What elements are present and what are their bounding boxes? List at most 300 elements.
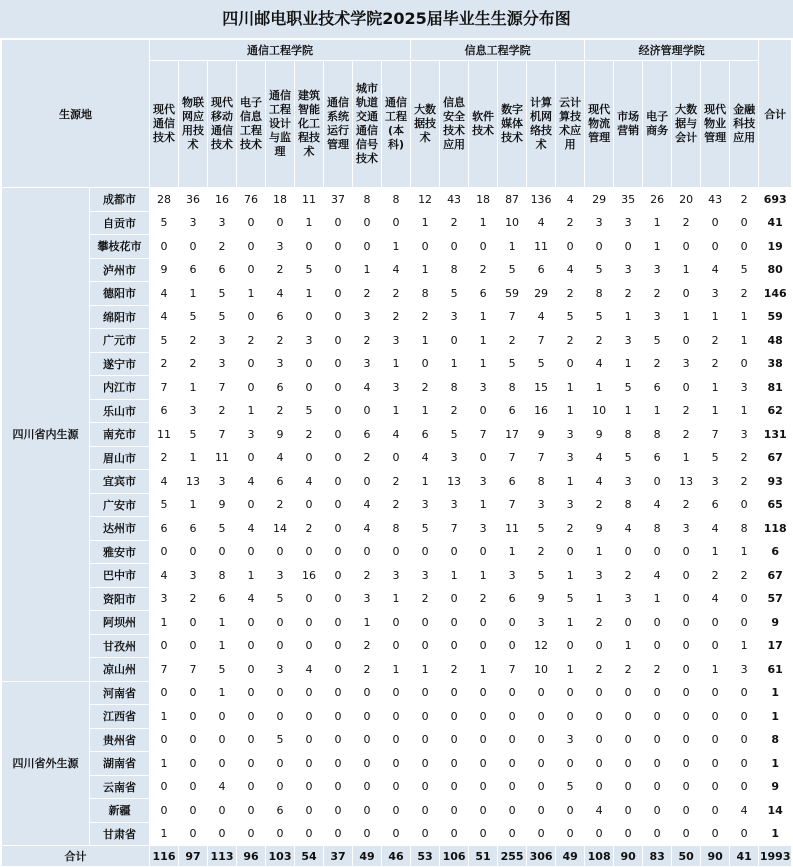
city-label: 眉山市 (90, 446, 150, 470)
count-cell: 0 (498, 752, 527, 776)
count-cell: 3 (382, 329, 411, 353)
major-header (382, 61, 411, 188)
count-cell: 0 (440, 540, 469, 564)
count-cell: 11 (208, 446, 237, 470)
count-cell: 1 (643, 235, 672, 259)
city-label: 阿坝州 (90, 611, 150, 635)
count-cell: 0 (440, 705, 469, 729)
column-total-cell: 37 (324, 846, 353, 867)
count-cell: 1 (469, 564, 498, 588)
count-cell: 0 (440, 728, 469, 752)
region-label: 四川省外生源 (2, 681, 90, 846)
count-cell: 4 (353, 493, 382, 517)
count-cell: 3 (179, 564, 208, 588)
count-cell: 5 (266, 587, 295, 611)
count-cell: 0 (614, 775, 643, 799)
major-label: 云计算技术应用 (559, 96, 582, 151)
count-cell: 3 (730, 658, 759, 682)
count-cell: 1 (179, 376, 208, 400)
count-cell: 0 (614, 611, 643, 635)
count-cell: 3 (585, 211, 614, 235)
count-cell: 0 (295, 752, 324, 776)
count-cell: 3 (440, 493, 469, 517)
count-cell: 0 (527, 775, 556, 799)
count-cell: 3 (730, 376, 759, 400)
count-cell: 1 (701, 658, 730, 682)
count-cell: 0 (353, 822, 382, 846)
count-cell: 0 (498, 822, 527, 846)
table-row (2, 728, 792, 752)
count-cell: 5 (527, 564, 556, 588)
column-total-cell: 51 (469, 846, 498, 867)
row-total-cell: 131 (759, 423, 792, 447)
count-cell: 0 (440, 822, 469, 846)
count-cell: 0 (672, 235, 701, 259)
major-header (498, 61, 527, 188)
count-cell: 1 (237, 399, 266, 423)
count-cell: 3 (237, 423, 266, 447)
count-cell: 9 (585, 517, 614, 541)
count-cell: 4 (701, 587, 730, 611)
column-total-cell: 83 (643, 846, 672, 867)
count-cell: 3 (556, 446, 585, 470)
count-cell: 1 (208, 611, 237, 635)
count-cell: 6 (527, 258, 556, 282)
count-cell: 2 (614, 282, 643, 306)
count-cell: 0 (411, 705, 440, 729)
count-cell: 3 (614, 211, 643, 235)
count-cell: 0 (324, 329, 353, 353)
row-total-cell: 8 (759, 728, 792, 752)
count-cell: 0 (701, 235, 730, 259)
count-cell: 0 (324, 470, 353, 494)
count-cell: 0 (266, 540, 295, 564)
count-cell: 0 (614, 799, 643, 823)
count-cell: 0 (614, 728, 643, 752)
count-cell: 0 (411, 822, 440, 846)
city-label: 新疆 (90, 799, 150, 823)
count-cell: 0 (556, 540, 585, 564)
count-cell: 0 (382, 540, 411, 564)
count-cell: 11 (498, 517, 527, 541)
count-cell: 0 (324, 587, 353, 611)
count-cell: 0 (672, 705, 701, 729)
column-total-cell: 90 (614, 846, 643, 867)
count-cell: 1 (179, 282, 208, 306)
count-cell: 5 (208, 517, 237, 541)
city-label: 自贡市 (90, 211, 150, 235)
city-label: 遂宁市 (90, 352, 150, 376)
table-row (2, 305, 792, 329)
count-cell: 0 (324, 658, 353, 682)
college-header: 信息工程学院 (411, 40, 585, 61)
count-cell: 43 (701, 188, 730, 212)
count-cell: 0 (179, 611, 208, 635)
row-total-cell: 118 (759, 517, 792, 541)
count-cell: 0 (411, 611, 440, 635)
region-label: 四川省内生源 (2, 188, 90, 682)
count-cell: 0 (382, 752, 411, 776)
count-cell: 36 (179, 188, 208, 212)
city-label: 达州市 (90, 517, 150, 541)
count-cell: 16 (295, 564, 324, 588)
count-cell: 3 (701, 470, 730, 494)
count-cell: 8 (614, 423, 643, 447)
count-cell: 1 (701, 399, 730, 423)
count-cell: 6 (498, 587, 527, 611)
count-cell: 4 (556, 188, 585, 212)
count-cell: 0 (382, 822, 411, 846)
count-cell: 0 (237, 611, 266, 635)
count-cell: 0 (556, 799, 585, 823)
count-cell: 0 (730, 493, 759, 517)
count-cell: 2 (266, 258, 295, 282)
count-cell: 2 (411, 305, 440, 329)
count-cell: 6 (150, 399, 179, 423)
count-cell: 9 (527, 587, 556, 611)
count-cell: 2 (411, 376, 440, 400)
count-cell: 3 (208, 352, 237, 376)
count-cell: 6 (266, 376, 295, 400)
count-cell: 76 (237, 188, 266, 212)
count-cell: 2 (440, 399, 469, 423)
row-total-cell: 9 (759, 775, 792, 799)
count-cell: 0 (672, 728, 701, 752)
count-cell: 2 (353, 634, 382, 658)
count-cell: 7 (208, 376, 237, 400)
count-cell: 0 (324, 235, 353, 259)
count-cell: 0 (237, 822, 266, 846)
count-cell: 0 (556, 752, 585, 776)
count-cell: 0 (730, 728, 759, 752)
table-row (2, 470, 792, 494)
count-cell: 0 (179, 728, 208, 752)
count-cell: 0 (179, 540, 208, 564)
count-cell: 0 (324, 564, 353, 588)
count-cell: 7 (150, 658, 179, 682)
count-cell: 3 (382, 376, 411, 400)
major-label: 现代移动通信技术 (211, 96, 233, 151)
count-cell: 0 (179, 235, 208, 259)
count-cell: 1 (701, 305, 730, 329)
count-cell: 0 (324, 352, 353, 376)
count-cell: 0 (411, 728, 440, 752)
column-total-cell: 113 (208, 846, 237, 867)
count-cell: 8 (730, 517, 759, 541)
count-cell: 1 (556, 376, 585, 400)
count-cell: 1 (150, 611, 179, 635)
count-cell: 0 (585, 752, 614, 776)
count-cell: 4 (643, 564, 672, 588)
count-cell: 1 (614, 399, 643, 423)
row-total-cell: 59 (759, 305, 792, 329)
count-cell: 3 (672, 352, 701, 376)
count-cell: 0 (643, 705, 672, 729)
count-cell: 4 (701, 258, 730, 282)
column-total-cell: 49 (556, 846, 585, 867)
count-cell: 0 (643, 799, 672, 823)
count-cell: 1 (556, 399, 585, 423)
count-cell: 4 (237, 470, 266, 494)
count-cell: 1 (440, 352, 469, 376)
major-header (585, 61, 614, 188)
count-cell: 0 (295, 446, 324, 470)
count-cell: 0 (295, 352, 324, 376)
count-cell: 8 (411, 282, 440, 306)
count-cell: 0 (585, 705, 614, 729)
count-cell: 2 (556, 517, 585, 541)
count-cell: 0 (469, 446, 498, 470)
count-cell: 0 (672, 329, 701, 353)
count-cell: 6 (179, 517, 208, 541)
count-cell: 2 (730, 446, 759, 470)
table-row (2, 799, 792, 823)
count-cell: 3 (643, 258, 672, 282)
count-cell: 26 (643, 188, 672, 212)
count-cell: 2 (730, 470, 759, 494)
count-cell: 0 (440, 775, 469, 799)
count-cell: 0 (411, 681, 440, 705)
count-cell: 3 (643, 305, 672, 329)
count-cell: 0 (353, 752, 382, 776)
count-cell: 0 (324, 258, 353, 282)
major-label: 通信工程(本科) (385, 96, 408, 151)
major-label: 通信工程设计与监理 (269, 89, 291, 158)
count-cell: 0 (179, 775, 208, 799)
count-cell: 2 (585, 658, 614, 682)
count-cell: 1 (411, 399, 440, 423)
count-cell: 1 (585, 376, 614, 400)
count-cell: 1 (440, 564, 469, 588)
count-cell: 0 (730, 752, 759, 776)
count-cell: 0 (324, 611, 353, 635)
count-cell: 1 (469, 305, 498, 329)
count-cell: 0 (411, 352, 440, 376)
count-cell: 2 (382, 282, 411, 306)
count-cell: 13 (672, 470, 701, 494)
table-row (2, 399, 792, 423)
count-cell: 2 (730, 188, 759, 212)
row-total-cell: 17 (759, 634, 792, 658)
count-cell: 2 (208, 235, 237, 259)
table-row (2, 235, 792, 259)
count-cell: 5 (440, 423, 469, 447)
count-cell: 0 (672, 822, 701, 846)
count-cell: 0 (469, 799, 498, 823)
count-cell: 5 (440, 282, 469, 306)
count-cell: 6 (498, 399, 527, 423)
count-cell: 0 (556, 705, 585, 729)
row-total-cell: 146 (759, 282, 792, 306)
major-header (237, 61, 266, 188)
row-total-cell: 67 (759, 564, 792, 588)
count-cell: 5 (150, 329, 179, 353)
count-cell: 8 (208, 564, 237, 588)
city-label: 德阳市 (90, 282, 150, 306)
major-header (527, 61, 556, 188)
count-cell: 5 (208, 282, 237, 306)
count-cell: 0 (295, 634, 324, 658)
count-cell: 0 (614, 235, 643, 259)
count-cell: 0 (295, 587, 324, 611)
count-cell: 3 (672, 517, 701, 541)
count-cell: 3 (527, 493, 556, 517)
count-cell: 5 (150, 211, 179, 235)
count-cell: 0 (324, 822, 353, 846)
count-cell: 1 (469, 329, 498, 353)
count-cell: 0 (382, 799, 411, 823)
count-cell: 0 (266, 681, 295, 705)
count-cell: 0 (498, 705, 527, 729)
count-cell: 0 (672, 587, 701, 611)
count-cell: 16 (527, 399, 556, 423)
count-cell: 0 (672, 658, 701, 682)
count-cell: 0 (527, 799, 556, 823)
count-cell: 7 (498, 493, 527, 517)
count-cell: 18 (469, 188, 498, 212)
city-label: 广安市 (90, 493, 150, 517)
count-cell: 3 (614, 470, 643, 494)
count-cell: 0 (150, 634, 179, 658)
major-header (411, 61, 440, 188)
count-cell: 0 (411, 540, 440, 564)
count-cell: 3 (208, 470, 237, 494)
count-cell: 0 (295, 376, 324, 400)
count-cell: 6 (208, 587, 237, 611)
count-cell: 0 (237, 376, 266, 400)
count-cell: 35 (614, 188, 643, 212)
count-cell: 0 (237, 446, 266, 470)
count-cell: 0 (295, 799, 324, 823)
table-body (2, 188, 792, 846)
count-cell: 7 (440, 517, 469, 541)
major-header (730, 61, 759, 188)
count-cell: 1 (614, 352, 643, 376)
row-total-cell: 81 (759, 376, 792, 400)
count-cell: 1 (730, 329, 759, 353)
count-cell: 0 (237, 211, 266, 235)
count-cell: 0 (266, 211, 295, 235)
count-cell: 2 (353, 329, 382, 353)
count-cell: 2 (701, 329, 730, 353)
row-total-cell: 57 (759, 587, 792, 611)
total-label: 合计 (2, 846, 150, 867)
count-cell: 7 (701, 423, 730, 447)
count-cell: 3 (498, 564, 527, 588)
count-cell: 0 (324, 305, 353, 329)
count-cell: 1 (730, 540, 759, 564)
count-cell: 0 (295, 235, 324, 259)
count-cell: 5 (585, 258, 614, 282)
major-label: 市场营销 (617, 110, 640, 137)
count-cell: 7 (208, 423, 237, 447)
count-cell: 11 (527, 235, 556, 259)
count-cell: 1 (295, 282, 324, 306)
count-cell: 20 (672, 188, 701, 212)
count-cell: 0 (324, 446, 353, 470)
count-cell: 4 (527, 305, 556, 329)
major-header (150, 61, 179, 188)
count-cell: 1 (469, 211, 498, 235)
count-cell: 6 (266, 799, 295, 823)
count-cell: 3 (585, 564, 614, 588)
column-total-cell: 306 (527, 846, 556, 867)
count-cell: 0 (701, 728, 730, 752)
count-cell: 0 (701, 822, 730, 846)
count-cell: 3 (556, 728, 585, 752)
college-header: 通信工程学院 (150, 40, 411, 61)
count-cell: 0 (730, 705, 759, 729)
count-cell: 8 (643, 423, 672, 447)
count-cell: 0 (498, 775, 527, 799)
count-cell: 0 (701, 634, 730, 658)
count-cell: 2 (208, 399, 237, 423)
count-cell: 4 (730, 799, 759, 823)
table-row (2, 822, 792, 846)
count-cell: 5 (208, 305, 237, 329)
table-row (2, 681, 792, 705)
table-row (2, 258, 792, 282)
count-cell: 3 (614, 587, 643, 611)
count-cell: 4 (527, 211, 556, 235)
count-cell: 0 (324, 752, 353, 776)
count-cell: 0 (730, 611, 759, 635)
major-header (324, 61, 353, 188)
count-cell: 3 (614, 258, 643, 282)
count-cell: 136 (527, 188, 556, 212)
count-cell: 2 (382, 470, 411, 494)
count-cell: 6 (208, 258, 237, 282)
count-cell: 0 (440, 587, 469, 611)
major-label: 金融科技应用 (733, 103, 756, 144)
count-cell: 2 (643, 658, 672, 682)
count-cell: 0 (672, 634, 701, 658)
major-label: 数字媒体技术 (501, 103, 524, 144)
column-total-cell: 46 (382, 846, 411, 867)
count-cell: 0 (440, 799, 469, 823)
count-cell: 5 (266, 728, 295, 752)
count-cell: 0 (295, 681, 324, 705)
count-cell: 0 (614, 752, 643, 776)
count-cell: 43 (440, 188, 469, 212)
count-cell: 5 (179, 305, 208, 329)
row-total-cell: 693 (759, 188, 792, 212)
count-cell: 0 (585, 775, 614, 799)
count-cell: 1 (614, 634, 643, 658)
city-label: 资阳市 (90, 587, 150, 611)
count-cell: 0 (150, 728, 179, 752)
row-total-cell: 38 (759, 352, 792, 376)
count-cell: 1 (643, 399, 672, 423)
count-cell: 0 (498, 728, 527, 752)
count-cell: 0 (469, 634, 498, 658)
city-label: 广元市 (90, 329, 150, 353)
count-cell: 9 (266, 423, 295, 447)
count-cell: 0 (353, 728, 382, 752)
count-cell: 0 (324, 423, 353, 447)
count-cell: 1 (179, 446, 208, 470)
count-cell: 1 (411, 470, 440, 494)
table-row (2, 517, 792, 541)
count-cell: 59 (498, 282, 527, 306)
count-cell: 0 (237, 305, 266, 329)
count-cell: 5 (295, 399, 324, 423)
count-cell: 37 (324, 188, 353, 212)
count-cell: 0 (730, 587, 759, 611)
column-total-cell: 41 (730, 846, 759, 867)
count-cell: 7 (179, 658, 208, 682)
count-cell: 0 (556, 822, 585, 846)
